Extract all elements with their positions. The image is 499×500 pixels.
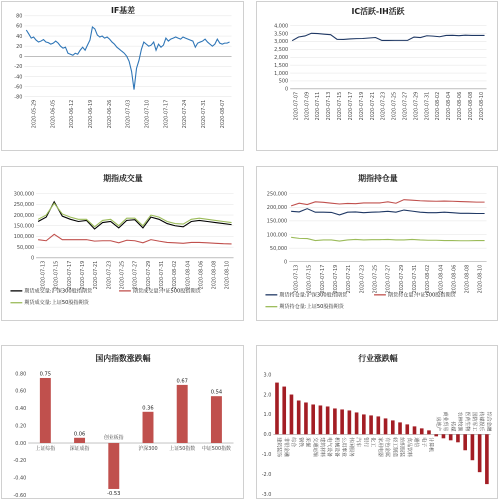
x-tick-label: 2020-06-12 — [69, 99, 76, 129]
x-tick-label: 2020-08-10 — [224, 260, 231, 290]
chart-title: 期指成交量 — [103, 173, 143, 183]
x-tick-label: 2020-07-21 — [369, 91, 376, 121]
legend-label: 期货持仓量:中证500股指期货 — [387, 292, 456, 299]
category-label: 建筑装饰 — [275, 437, 282, 458]
y-tick-label: 3,000 — [274, 39, 289, 46]
y-tick-label: 100,000 — [13, 234, 35, 241]
bar — [297, 401, 301, 435]
y-tick-label: -3.0 — [261, 491, 272, 498]
y-tick-label: 0 — [31, 255, 35, 262]
chart-title: 行业涨跌幅 — [358, 353, 398, 363]
series-line-2 — [291, 237, 484, 241]
bar — [319, 405, 323, 434]
x-tick-label: 2020-08-07 — [219, 99, 226, 129]
y-tick-label: -2.0 — [261, 471, 272, 478]
series-line-0 — [292, 33, 484, 40]
y-tick-label: 4,000 — [274, 23, 289, 30]
chart-futures-volume — [2, 167, 243, 320]
bar — [413, 426, 417, 434]
bar — [282, 387, 286, 435]
x-tick-label: 2020-07-25 — [372, 264, 379, 294]
x-tick-label: 2020-07-15 — [306, 264, 313, 294]
y-tick-label: 150,000 — [13, 223, 35, 230]
bar — [442, 434, 446, 438]
y-tick-label: 0 — [19, 54, 23, 61]
legend-label: 期货成交量:上证50股指期货 — [24, 300, 89, 307]
y-tick-label: 40 — [16, 33, 23, 40]
x-tick-label: 2020-07-25 — [119, 260, 126, 290]
y-tick-label: 0 — [284, 259, 288, 266]
x-tick-label: 2020-08-02 — [172, 260, 179, 290]
y-tick-label: 80 — [16, 13, 23, 20]
x-tick-label: 2020-06-05 — [50, 99, 57, 129]
chart-title: IC活跃-IH活跃 — [351, 6, 405, 16]
category-label: 建筑材料 — [319, 437, 326, 458]
x-tick-label: 2020-08-02 — [435, 91, 442, 121]
bar — [449, 434, 453, 440]
y-tick-label: -20 — [14, 64, 23, 71]
legend-label: 期货成交量:中证500股指期货 — [132, 288, 201, 295]
y-tick-label: 1,000 — [274, 70, 289, 77]
category-label: 房地产 — [434, 416, 441, 432]
y-tick-label: 2.0 — [263, 392, 272, 399]
bar — [463, 434, 467, 450]
x-tick-label: 2020-08-10 — [477, 264, 484, 294]
x-tick-label: 2020-07-23 — [380, 91, 387, 121]
data-label: 0.54 — [210, 389, 223, 396]
category-label: 休闲服务 — [347, 437, 354, 458]
y-tick-label: 150,000 — [266, 218, 288, 225]
x-tick-label: 2020-05-29 — [31, 99, 38, 129]
chart-panel-if-basis — [1, 1, 244, 151]
y-tick-label: -60 — [14, 84, 23, 91]
bar — [108, 443, 119, 489]
category-label: 非银金融 — [282, 437, 289, 458]
category-label: 综合 — [290, 437, 297, 448]
x-tick-label: 2020-07-19 — [332, 264, 339, 294]
x-tick-label: 2020-06-26 — [106, 99, 113, 129]
x-tick-label: 2020-07-23 — [106, 260, 113, 290]
bar — [340, 409, 344, 434]
bar — [290, 395, 294, 435]
bar — [384, 418, 388, 434]
y-tick-label: 250,000 — [266, 191, 288, 198]
bar — [275, 383, 279, 435]
x-tick-label: 2020-08-08 — [211, 260, 218, 290]
chart-if-basis — [2, 2, 243, 150]
y-tick-label: 50,000 — [16, 244, 35, 251]
bar — [362, 414, 366, 434]
x-tick-label: 2020-07-31 — [201, 99, 208, 129]
chart-ic-ih-spread — [257, 2, 497, 150]
category-label: 沪深300 — [138, 445, 158, 452]
bar — [304, 402, 308, 434]
bar — [40, 378, 51, 443]
x-tick-label: 2020-08-04 — [446, 91, 453, 121]
y-tick-label: -0.20 — [13, 458, 27, 465]
chart-index-change — [2, 346, 243, 498]
bar — [74, 438, 85, 443]
x-tick-label: 2020-06-19 — [88, 99, 95, 129]
y-tick-label: 0.20 — [15, 423, 27, 430]
category-label: 采掘 — [304, 437, 311, 448]
series-line-1 — [291, 200, 484, 206]
x-tick-label: 2020-07-13 — [293, 264, 300, 294]
chart-panel-futures-volume — [1, 166, 244, 321]
y-tick-label: 200,000 — [266, 205, 288, 212]
chart-open-interest — [257, 167, 497, 320]
x-tick-label: 2020-07-17 — [66, 260, 73, 290]
y-tick-label: 3,500 — [274, 31, 289, 38]
category-label: 深证成指 — [69, 445, 90, 452]
data-label: 0.36 — [142, 405, 154, 412]
legend-label: 期货持仓量:上证50股指期货 — [279, 304, 344, 311]
y-tick-label: 60 — [16, 23, 23, 30]
x-tick-label: 2020-07-17 — [347, 91, 354, 121]
x-tick-label: 2020-08-04 — [185, 260, 192, 290]
category-label: 轻工制造 — [391, 437, 398, 458]
y-tick-label: 0.80 — [15, 371, 27, 378]
series-line-0 — [291, 209, 484, 215]
y-tick-label: 250,000 — [13, 202, 35, 209]
x-tick-label: 2020-07-13 — [40, 260, 47, 290]
series-line-1 — [38, 234, 231, 244]
y-tick-label: 200,000 — [13, 212, 35, 219]
category-label: 上证综指 — [35, 445, 56, 452]
category-label: 机械设备 — [333, 437, 340, 458]
x-tick-label: 2020-07-15 — [337, 91, 344, 121]
bar — [485, 434, 489, 484]
x-tick-label: 2020-07-29 — [145, 260, 152, 290]
bar — [471, 434, 475, 460]
bar — [377, 416, 381, 434]
x-tick-label: 2020-07-23 — [359, 264, 366, 294]
category-label: 医药生物 — [463, 411, 470, 432]
y-tick-label: 0 — [285, 86, 289, 93]
x-tick-label: 2020-07-29 — [413, 91, 420, 121]
y-tick-label: 50,000 — [269, 245, 288, 252]
y-tick-label: 0.00 — [15, 440, 27, 447]
category-label: 电子 — [420, 437, 427, 448]
x-tick-label: 2020-07-13 — [326, 91, 333, 121]
x-tick-label: 2020-07-31 — [411, 264, 418, 294]
y-tick-label: 2,000 — [274, 55, 289, 62]
x-tick-label: 2020-07-25 — [391, 91, 398, 121]
x-tick-label: 2020-07-11 — [315, 91, 322, 121]
category-label: 通信 — [413, 437, 420, 448]
x-tick-label: 2020-08-10 — [478, 91, 485, 121]
x-tick-label: 2020-07-07 — [293, 91, 300, 121]
category-label: 食品饮料 — [405, 437, 412, 458]
category-label: 综合金融 — [485, 411, 492, 432]
y-tick-label: 1,500 — [274, 62, 289, 69]
category-label: 传媒 — [449, 421, 456, 432]
x-tick-label: 2020-07-29 — [398, 264, 405, 294]
x-tick-label: 2020-07-09 — [304, 91, 311, 121]
legend-label: 期货持仓量:沪深300股指期货 — [279, 292, 348, 299]
y-tick-label: 0.60 — [15, 388, 27, 395]
x-tick-label: 2020-07-10 — [144, 99, 151, 129]
chart-title: 期指持仓量 — [358, 173, 398, 183]
category-label: 公用事业 — [340, 437, 347, 458]
y-tick-label: 500 — [278, 78, 289, 85]
y-tick-label: 0.0 — [263, 432, 272, 439]
category-label: 计算机 — [427, 437, 434, 453]
x-tick-label: 2020-07-17 — [163, 99, 170, 129]
category-label: 纺织服装 — [398, 437, 405, 458]
bar — [391, 420, 395, 434]
x-tick-label: 2020-07-21 — [346, 264, 353, 294]
category-label: 国防军工 — [471, 411, 478, 432]
bar — [333, 408, 337, 434]
x-tick-label: 2020-07-03 — [125, 99, 132, 129]
x-tick-label: 2020-07-21 — [93, 260, 100, 290]
bar — [427, 430, 431, 434]
bar — [143, 412, 154, 443]
y-tick-label: 300,000 — [13, 191, 35, 198]
y-tick-label: 3.0 — [263, 372, 272, 379]
chart-panel-industry-change — [256, 345, 498, 499]
bar — [398, 422, 402, 434]
x-tick-label: 2020-08-06 — [457, 91, 464, 121]
x-tick-label: 2020-08-02 — [425, 264, 432, 294]
bar — [369, 415, 373, 434]
category-label: 家用电器 — [376, 437, 383, 458]
x-tick-label: 2020-07-24 — [182, 99, 189, 129]
chart-title: IF基差 — [110, 5, 136, 15]
y-tick-label: 20 — [16, 43, 23, 50]
y-tick-label: 0.40 — [15, 406, 27, 413]
bar — [434, 434, 438, 436]
category-label: 创业板指 — [103, 435, 124, 442]
x-tick-label: 2020-07-19 — [79, 260, 86, 290]
chart-title: 国内指数涨跌幅 — [95, 353, 151, 363]
chart-panel-open-interest — [256, 166, 498, 321]
bar — [355, 412, 359, 434]
x-tick-label: 2020-07-19 — [358, 91, 365, 121]
x-tick-label: 2020-07-27 — [385, 264, 392, 294]
x-tick-label: 2020-08-08 — [467, 91, 474, 121]
category-label: 化工 — [369, 437, 376, 448]
bar — [311, 404, 315, 434]
y-tick-label: 1.0 — [263, 412, 272, 419]
bar — [456, 434, 460, 442]
x-tick-label: 2020-07-27 — [402, 91, 409, 121]
x-tick-label: 2020-07-15 — [53, 260, 60, 290]
x-tick-label: 2020-08-08 — [464, 264, 471, 294]
category-label: 商业贸易 — [442, 411, 449, 432]
legend-label: 期货成交量:沪深300股指期货 — [24, 288, 93, 295]
bar — [348, 410, 352, 434]
bar — [420, 428, 424, 434]
chart-panel-index-change — [1, 345, 244, 499]
data-label: -0.53 — [107, 490, 121, 497]
category-label: 交通运输 — [311, 437, 318, 458]
bar — [478, 434, 482, 472]
chart-panel-ic-ih-spread — [256, 1, 498, 151]
category-label: 上证50指数 — [169, 445, 196, 452]
data-label: 0.67 — [176, 378, 188, 385]
y-tick-label: -80 — [14, 94, 23, 101]
category-label: 传媒娱乐 — [478, 411, 485, 432]
category-label: 农林牧渔 — [456, 411, 463, 432]
x-tick-label: 2020-07-31 — [158, 260, 165, 290]
data-label: 0.75 — [39, 371, 52, 378]
category-label: 汽车 — [355, 437, 362, 448]
category-label: 电气设备 — [326, 437, 333, 458]
x-tick-label: 2020-08-06 — [451, 264, 458, 294]
y-tick-label: -0.60 — [13, 492, 27, 498]
y-tick-label: -0.40 — [13, 475, 27, 482]
data-label: 0.06 — [73, 431, 86, 438]
x-tick-label: 2020-08-06 — [198, 260, 205, 290]
category-label: 有色金属 — [384, 437, 391, 458]
x-tick-label: 2020-08-04 — [438, 264, 445, 294]
category-label: 银行 — [362, 437, 369, 448]
x-tick-label: 2020-07-17 — [319, 264, 326, 294]
category-label: 中证500指数 — [201, 445, 231, 452]
chart-industry-change — [257, 346, 497, 498]
y-tick-label: -40 — [14, 74, 23, 81]
x-tick-label: 2020-07-27 — [132, 260, 139, 290]
category-label: 钢铁 — [297, 437, 304, 448]
bar — [326, 406, 330, 434]
bar — [405, 424, 409, 434]
bar — [211, 396, 222, 443]
y-tick-label: 2,500 — [274, 47, 289, 54]
x-tick-label: 2020-07-31 — [424, 91, 431, 121]
y-tick-label: 100,000 — [266, 232, 288, 239]
y-tick-label: -1.0 — [261, 452, 272, 459]
bar — [177, 385, 188, 443]
series-line-0 — [26, 27, 229, 90]
